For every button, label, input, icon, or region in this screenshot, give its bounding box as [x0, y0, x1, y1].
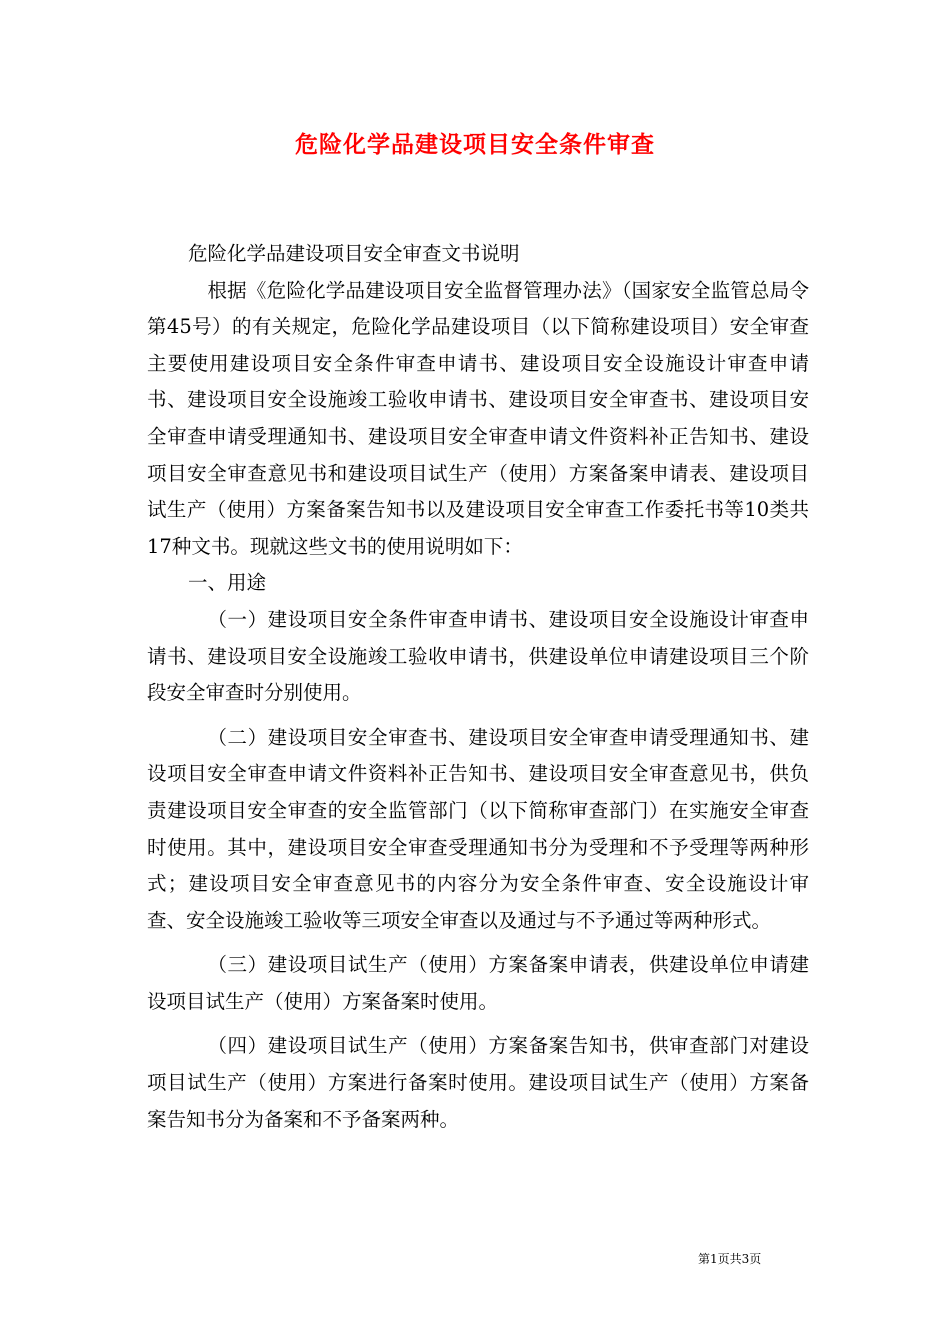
document-title: 危险化学品建设项目安全条件审查	[295, 131, 655, 158]
paragraph-subtitle: 危险化学品建设项目安全审查文书说明	[187, 242, 520, 265]
page-number-footer: 第1页共3页	[698, 1252, 762, 1266]
paragraph-intro: 根据《危险化学品建设项目安全监督管理办法》（国家安全监管总局令第45号）的有关规定，危险化学品建设项目（以下简称建设项目）安全审查主要使用建设项目安全条件审查申请书、建设项目安全设施设计审查申请书、建设项目安全设施竣工验收申请书、建设项目安全审查书、建设项目安全审查申请受理通知书、建设项目安全审查申请文件资料补正告知书、建设项目安全审查意见书和建设项目试生产（使用）方案备案申请表、建设项目试生产（使用）方案备案告知书以及建设项目安全审查工作委托书等10类共17种文书。现就这些文书的使用说明如下：	[147, 278, 809, 558]
document-body	[147, 236, 809, 1138]
paragraph-item-3: （三）建设项目试生产（使用）方案备案申请表，供建设单位申请建设项目试生产（使用）方案备案时使用。	[147, 953, 809, 1013]
section-heading-usage: 一、用途	[187, 571, 266, 595]
paragraph-item-4: （四）建设项目试生产（使用）方案备案告知书，供审查部门对建设项目试生产（使用）方案进行备案时使用。建设项目试生产（使用）方案备案告知书分为备案和不予备案两种。	[147, 1034, 809, 1131]
paragraph-item-1: （一）建设项目安全条件审查申请书、建设项目安全设施设计审查申请书、建设项目安全设施竣工验收申请书，供建设单位申请建设项目三个阶段安全审查时分别使用。	[147, 607, 809, 705]
paragraph-item-2: （二）建设项目安全审查书、建设项目安全审查申请受理通知书、建设项目安全审查申请文件资料补正告知书、建设项目安全审查意见书，供负责建设项目安全审查的安全监管部门（以下简称审查部门）在实施安全审查时使用。其中，建设项目安全审查受理通知书分为受理和不予受理等两种形式；建设项目安全审查意见书的内容分为安全条件审查、安全设施设计审查、安全设施竣工验收等三项安全审查以及通过与不予通过等两种形式。	[147, 725, 809, 932]
